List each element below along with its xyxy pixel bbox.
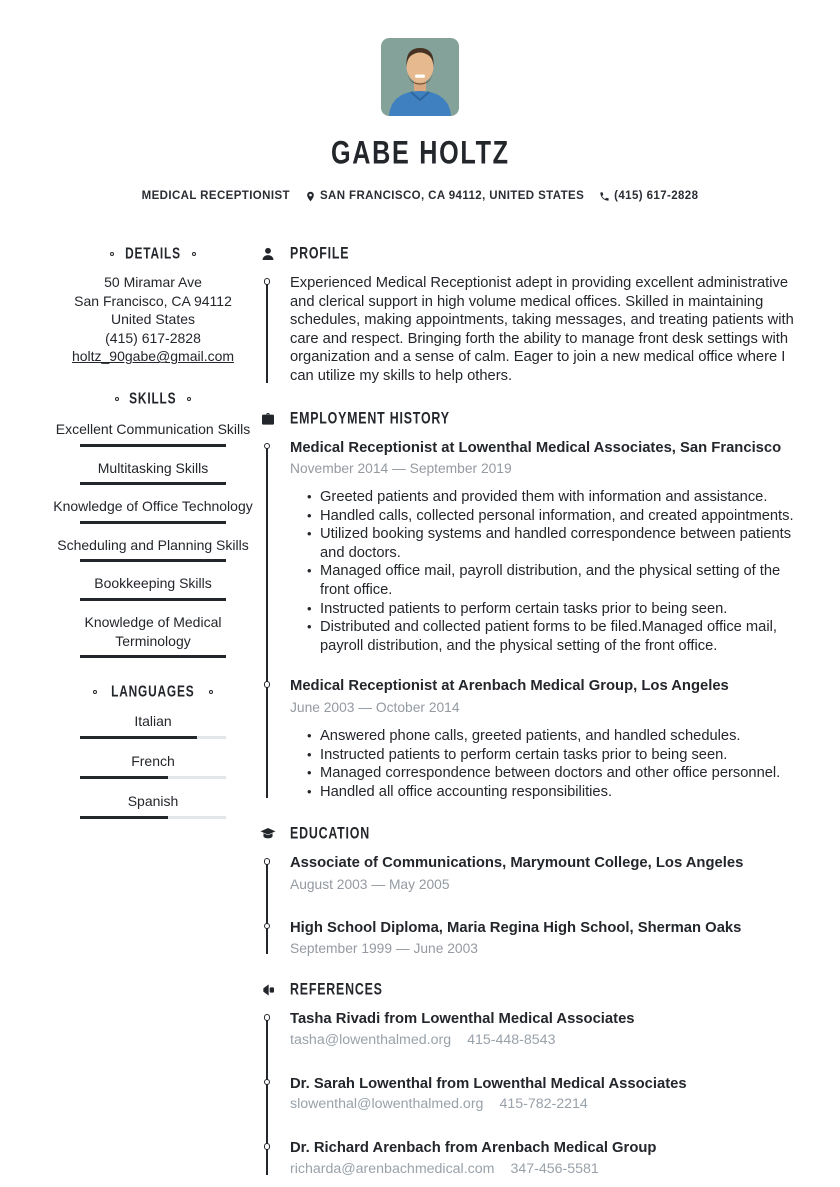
skill-label: Multitasking Skills (97, 459, 209, 476)
job-dates: June 2003 — October 2014 (290, 699, 460, 715)
language-level-bar (80, 816, 226, 820)
resume-header (0, 0, 840, 202)
ring-decoration-icon (93, 690, 97, 694)
ring-decoration-icon (115, 397, 119, 401)
education-dates: September 1999 — June 2003 (290, 941, 478, 957)
reference-phone: 415-448-8543 (467, 1031, 556, 1048)
skill-level-bar (80, 598, 226, 601)
reference-entry (290, 1010, 795, 1049)
references-section (256, 982, 795, 1178)
profile-entry (290, 274, 795, 386)
education-body (267, 854, 795, 957)
skill-label: Excellent Communication Skills (55, 420, 251, 437)
skills-title (63, 392, 243, 407)
profile-section-title: PROFILE (290, 244, 350, 263)
reference-phone: 347-456-5581 (510, 1160, 599, 1177)
skills-section (53, 390, 253, 658)
language-label: Spanish (127, 793, 179, 810)
skill-item (63, 613, 243, 658)
location-pin-icon (305, 191, 316, 202)
address-line: 50 Miramar Ave (104, 274, 202, 290)
skill-item (57, 536, 249, 563)
languages-title-text: LANGUAGES (111, 682, 195, 701)
skill-item (55, 420, 251, 447)
phone-item (599, 190, 698, 202)
job-entry (290, 439, 795, 656)
skill-list (53, 420, 253, 658)
address-line: United States (110, 311, 196, 328)
ring-decoration-icon (192, 252, 196, 256)
skill-item (63, 459, 243, 486)
job-bullet: • Answered phone calls, greeted patients, and handled schedules. (290, 727, 795, 746)
language-level-bar (80, 736, 226, 740)
ring-decoration-icon (209, 690, 213, 694)
job-entry (290, 677, 795, 801)
timeline-line (266, 279, 268, 383)
location-text: SAN FRANCISCO, CA 94112, UNITED STATES (319, 190, 585, 202)
profile-section-header (256, 246, 795, 262)
skill-level-bar (80, 655, 226, 658)
briefcase-icon (260, 411, 276, 427)
references-section-title: REFERENCES (290, 980, 383, 999)
skill-level-bar (80, 482, 226, 485)
reference-name: Tasha Rivadi from Lowenthal Medical Associates (290, 1011, 635, 1028)
reference-email: slowenthal@lowenthalmed.org (290, 1096, 484, 1113)
job-dates: November 2014 — September 2019 (290, 461, 512, 477)
education-degree: Associate of Communications, Marymount College, Los Angeles (290, 855, 744, 872)
profile-section (256, 246, 795, 386)
skill-level-bar (80, 559, 226, 562)
employment-section (256, 408, 795, 802)
job-bullet: • Managed office mail, payroll distribution, and the physical setting of the front office. (290, 562, 795, 599)
education-entry (290, 854, 795, 893)
language-item (63, 792, 243, 819)
person-icon (260, 246, 276, 262)
languages-title (63, 684, 243, 699)
timeline-line (266, 444, 268, 799)
profile-body (267, 274, 795, 386)
job-bullet: • Instructed patients to perform certain tasks prior to being seen. (290, 600, 795, 619)
reference-name: Dr. Richard Arenbach from Arenbach Medical Group (290, 1140, 657, 1157)
ring-decoration-icon (110, 252, 114, 256)
email-link[interactable]: holtz_90gabe@gmail.com (71, 348, 235, 365)
education-section-header (256, 826, 795, 842)
skill-label: Knowledge of Office Technology (53, 498, 253, 515)
portrait-illustration (381, 38, 459, 116)
language-list (63, 712, 243, 819)
reference-contact (290, 1096, 795, 1113)
reference-entry (290, 1075, 795, 1114)
job-title (142, 190, 290, 202)
skill-label: Knowledge of Medical Terminology (84, 613, 222, 649)
address-line: (415) 617-2828 (105, 329, 201, 346)
references-body (267, 1010, 795, 1178)
reference-contact (290, 1161, 795, 1178)
reference-contact (290, 1032, 795, 1049)
employment-section-title: EMPLOYMENT HISTORY (290, 408, 450, 428)
job-bullet: • Handled all office accounting responsibilities. (290, 783, 795, 802)
timeline-line (266, 1015, 268, 1175)
location-item (305, 190, 584, 202)
job-bullet: • Utilized booking systems and handled correspondence between patients and doctors. (290, 525, 795, 562)
job-title-text: MEDICAL RECEPTIONIST (141, 190, 290, 202)
job-role: Medical Receptionist at Lowenthal Medical Associates, San Francisco (290, 439, 782, 456)
language-level-bar (80, 776, 226, 780)
education-degree: High School Diploma, Maria Regina High School, Sherman Oaks (290, 919, 742, 936)
languages-section (63, 684, 243, 819)
reference-email: richarda@arenbachmedical.com (290, 1160, 495, 1177)
ring-decoration-icon (187, 397, 191, 401)
details-title (63, 246, 243, 261)
language-label: Italian (134, 713, 172, 730)
reference-name: Dr. Sarah Lowenthal from Lowenthal Medical Associates (290, 1075, 687, 1092)
profile-photo (381, 38, 459, 116)
job-bullet: • Distributed and collected patient forms to be filed.Managed office mail, payroll distribution, and the physical setting of the front office. (290, 618, 795, 655)
skill-level-bar (80, 521, 226, 524)
resume-body (0, 246, 840, 1187)
job-bullet: • Managed correspondence between doctors and other office personnel. (290, 764, 795, 783)
skill-item (53, 497, 253, 524)
references-section-header (256, 982, 795, 998)
details-title-text: DETAILS (125, 244, 181, 263)
job-bullet: • Handled calls, collected personal information, and created appointments. (290, 507, 795, 526)
reference-email: tasha@lowenthalmed.org (290, 1031, 452, 1048)
skill-item (63, 574, 243, 601)
education-section-title: EDUCATION (290, 824, 370, 843)
job-role: Medical Receptionist at Arenbach Medical Group, Los Angeles (290, 678, 729, 695)
language-item (63, 752, 243, 779)
address-line: San Francisco, CA 94112 (74, 292, 232, 309)
employment-body (267, 439, 795, 802)
profile-text: Experienced Medical Receptionist adept in providing excellent administrative and clerical support in high volume medical offices. Skilled in maintaining schedules, making appointments, taking messages, and treating patients with care and respect. Bringing forth the ability to manage front desk settings with organization and a sense of calm. Eager to join a new medical office where I can utilize my skills to help others. (290, 275, 794, 384)
details-section (63, 246, 243, 366)
reference-entry (290, 1139, 795, 1178)
education-dates: August 2003 — May 2005 (290, 876, 450, 892)
reference-phone: 415-782-2214 (499, 1096, 588, 1113)
language-label: French (131, 753, 175, 770)
skill-label: Bookkeeping Skills (94, 575, 212, 592)
megaphone-icon (260, 982, 276, 998)
education-section (256, 826, 795, 957)
phone-icon (599, 191, 610, 202)
timeline-line (266, 859, 268, 954)
candidate-name: GABE HOLTZ (330, 135, 510, 172)
job-bullet: • Greeted patients and provided them with information and assistance. (290, 488, 795, 507)
education-entry (290, 919, 795, 958)
skill-label: Scheduling and Planning Skills (57, 536, 249, 553)
contact-tagline (0, 190, 840, 202)
job-bullet: • Instructed patients to perform certain tasks prior to being seen. (290, 746, 795, 765)
sidebar (53, 244, 253, 1187)
employment-section-header (256, 408, 795, 428)
graduation-cap-icon (260, 826, 276, 842)
skill-level-bar (80, 444, 226, 447)
job-bullet-list (290, 727, 795, 801)
address-block (63, 273, 243, 366)
language-item (63, 712, 243, 739)
skills-title-text: SKILLS (129, 390, 177, 409)
phone-text: (415) 617-2828 (614, 190, 699, 202)
job-bullet-list (290, 488, 795, 655)
main-column (256, 246, 795, 1187)
